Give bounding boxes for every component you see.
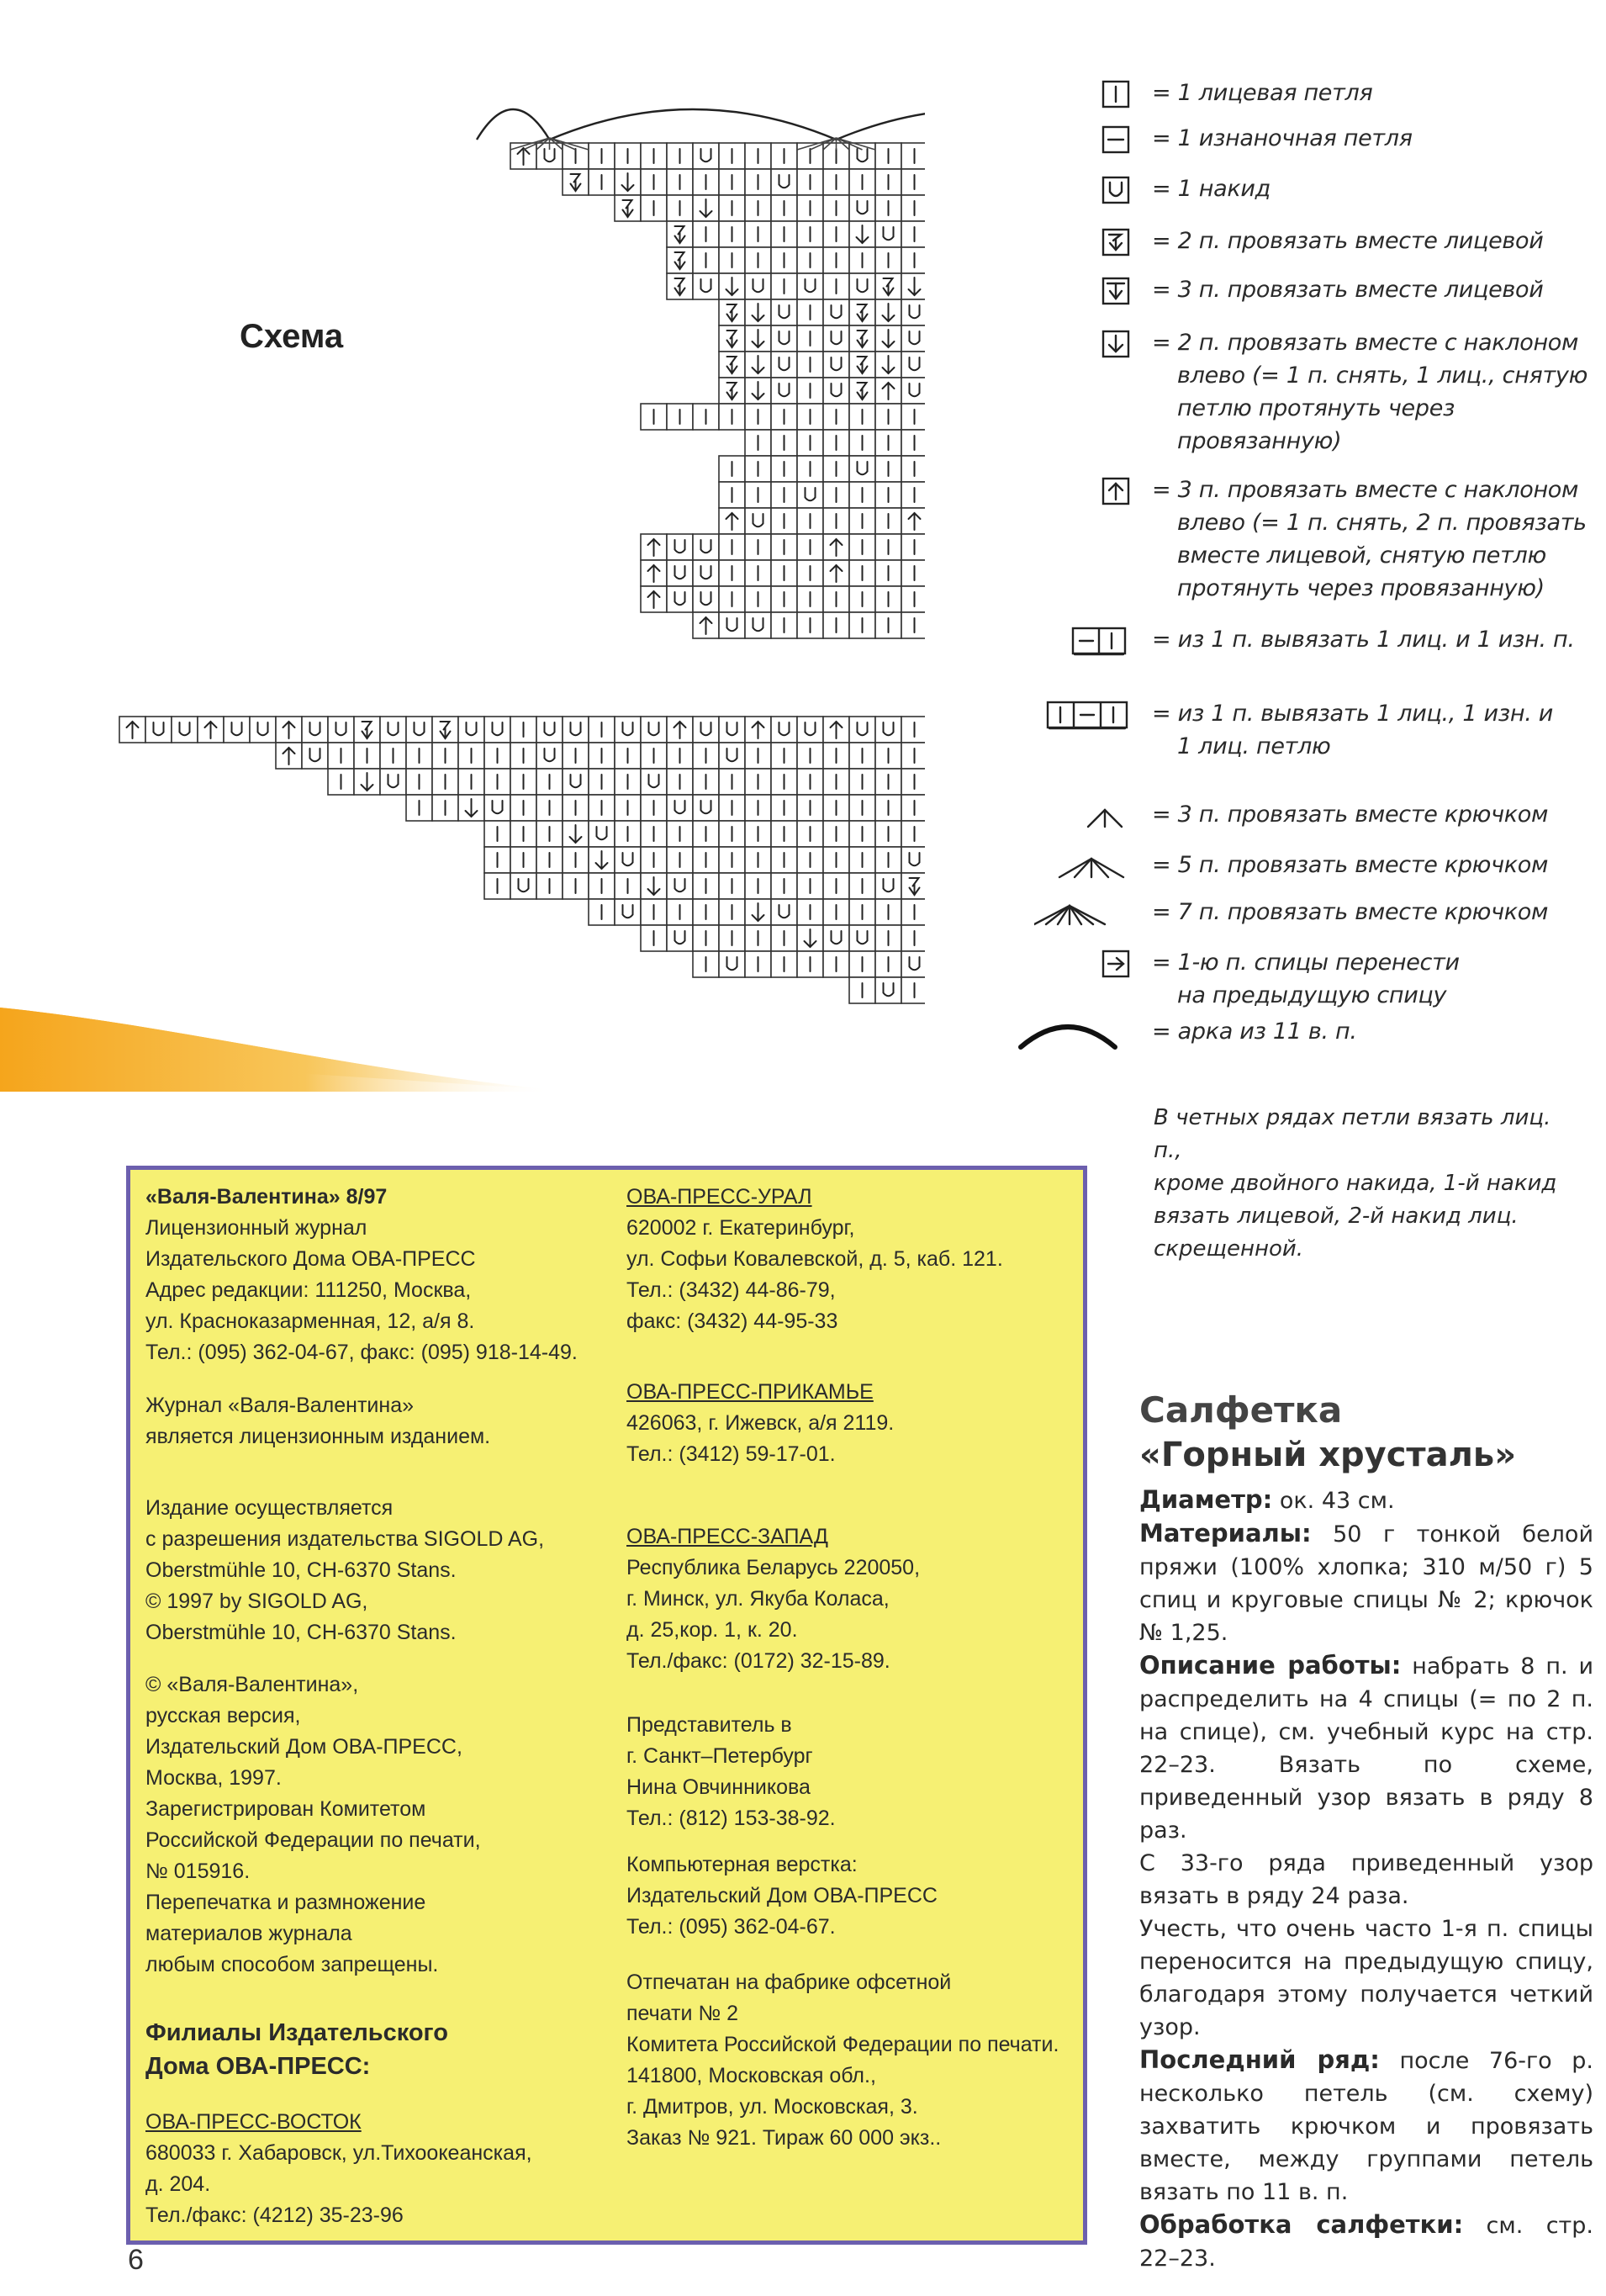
article-subtitle: «Горный хрусталь»	[1139, 1436, 1517, 1474]
imprint-line: д. 25,кор. 1, к. 20.	[626, 1618, 798, 1642]
chart-cell	[693, 560, 719, 586]
kp-symbol-icon	[1071, 627, 1127, 660]
chart-cell	[901, 404, 925, 430]
chart-cell	[901, 977, 925, 1003]
imprint-line: Тел.: (3412) 59-17-01.	[626, 1442, 836, 1466]
chart-cell	[536, 717, 563, 743]
chart-cell	[901, 899, 925, 925]
chart-cell	[719, 612, 745, 638]
paragraph-text: см. стр. 22–23.	[1139, 2213, 1593, 2272]
chart-cell	[484, 717, 510, 743]
imprint-line: © «Валя-Валентина»,	[145, 1673, 359, 1696]
chart-cell	[901, 325, 925, 352]
legend-text: = 1 накид	[1152, 176, 1271, 202]
chart-cell	[901, 821, 925, 847]
chart-cell	[145, 717, 172, 743]
imprint-line: Журнал «Валя-Валентина»	[145, 1394, 415, 1417]
imprint-line: факс: (3432) 44-95-33	[626, 1309, 838, 1333]
imprint-line: ул. Красноказарменная, 12, а/я 8.	[145, 1309, 475, 1333]
chart-row-21	[484, 847, 925, 875]
chart-cell	[224, 717, 250, 743]
chart-cell	[901, 743, 925, 769]
article-paragraph	[1139, 1649, 1593, 1847]
imprint-line: Дома ОВА-ПРЕСС:	[145, 2053, 371, 2080]
imprint-line: Нина Овчинникова	[626, 1775, 811, 1799]
paragraph-label: Описание работы:	[1139, 1651, 1402, 1680]
chart-cell	[667, 795, 693, 821]
article-paragraph	[1139, 1517, 1593, 1649]
chart-cell	[901, 299, 925, 325]
legend-text: = 3 п. провязать вместе лицевой	[1152, 277, 1544, 303]
chart-cell	[771, 299, 797, 325]
even-rows-note	[1154, 1102, 1574, 1266]
imprint-line: Комитета Российской Федерации по печати.	[626, 2033, 1059, 2056]
imprint-line: Адрес редакции: 111250, Москва,	[145, 1278, 472, 1302]
chain-arch	[550, 109, 837, 140]
chart-cell	[823, 325, 849, 352]
imprint-box	[126, 1166, 1087, 2245]
cr3-symbol-icon	[1083, 801, 1125, 835]
note-line: кроме двойного накида, 1-й накид	[1154, 1171, 1557, 1196]
imprint-line: Издательский Дом ОВА-ПРЕСС	[626, 1884, 938, 1907]
imprint-line: 620002 г. Екатеринбург,	[626, 1216, 855, 1240]
paragraph-text: Учесть, что очень часто 1-я п. спицы переносится на предыдущую спицу, благодаря этому получается четкий узор.	[1139, 1916, 1593, 2040]
imprint-line: Тел.: (812) 153-38-92.	[626, 1807, 836, 1830]
ssk-symbol-icon	[1101, 330, 1132, 363]
chart-row-61	[719, 325, 925, 353]
chart-cell	[615, 847, 641, 873]
imprint-line: Издательский Дом ОВА-ПРЕСС,	[145, 1735, 462, 1759]
paragraph-label: Материалы:	[1139, 1519, 1312, 1547]
chart-row-31	[119, 717, 925, 744]
imprint-line: Заказ № 921. Тираж 60 000 экз..	[626, 2126, 942, 2150]
chart-cell	[901, 221, 925, 247]
chart-cell	[667, 534, 693, 560]
chart-cell	[823, 378, 849, 404]
chart-cell	[745, 273, 771, 299]
imprint-line: г. Дмитров, ул. Московская, 3.	[626, 2095, 918, 2119]
imprint-line: г. Минск, ул. Якуба Коласа,	[626, 1587, 890, 1611]
chart-row-63	[719, 299, 925, 327]
chart-cell	[901, 847, 925, 873]
chart-cell	[797, 717, 823, 743]
note-line: вязать лицевой, 2-й накид лиц.	[1154, 1204, 1519, 1229]
chart-row-67	[667, 247, 925, 275]
paragraph-label: Последний ряд:	[1139, 2045, 1380, 2074]
imprint-block	[626, 1377, 894, 1470]
imprint-line: Республика Беларусь 220050,	[626, 1556, 921, 1579]
paragraph-label: Диаметр:	[1139, 1485, 1273, 1514]
chart-cell	[719, 743, 745, 769]
chart-cell	[510, 873, 536, 899]
chart-cell	[615, 899, 641, 925]
chart-cell	[901, 247, 925, 273]
branch-name: ОВА-ПРЕСС-ЗАПАД	[626, 1525, 828, 1548]
imprint-line: Перепечатка и размножение	[145, 1891, 426, 1914]
chart-cell	[901, 508, 925, 534]
imprint-block	[145, 1182, 578, 1368]
chart-cell	[693, 273, 719, 299]
imprint-line: печати № 2	[626, 2002, 739, 2025]
imprint-block	[626, 1521, 920, 1677]
chart-row-17	[589, 899, 925, 927]
imprint-line: Зарегистрирован Комитетом	[145, 1797, 426, 1821]
chart-cell	[849, 195, 875, 221]
imprint-line: Российской Федерации по печати,	[145, 1828, 481, 1852]
chart-cell	[771, 378, 797, 404]
purl-symbol-icon	[1101, 125, 1132, 159]
cr5-symbol-icon	[1058, 852, 1125, 886]
paragraph-text: С 33-го ряда приведенный узор вязать в ряду 24 раза.	[1139, 1850, 1593, 1909]
imprint-block	[626, 1967, 1059, 2154]
chart-cell	[901, 143, 925, 169]
imprint-block	[145, 1390, 490, 1452]
chart-cell	[771, 169, 797, 195]
chart-row-57	[719, 378, 925, 405]
chart-row-43	[641, 560, 925, 588]
imprint-line: Филиалы Издательского	[145, 2019, 448, 2046]
imprint-line: Oberstmühle 10, CH-6370 Stans.	[145, 1558, 457, 1582]
knitting-chart	[84, 67, 925, 1152]
chart-cell	[172, 717, 198, 743]
chart-cell	[771, 717, 797, 743]
page-number: 6	[128, 2244, 144, 2276]
imprint-line: русская версия,	[145, 1704, 301, 1727]
legend-text: = 1-ю п. спицы перенести на предыдущую спицу	[1152, 950, 1460, 1008]
chart-row-23	[484, 821, 925, 849]
branch-name: ОВА-ПРЕСС-УРАЛ	[626, 1185, 812, 1209]
chart-cell	[901, 717, 925, 743]
imprint-line: Москва, 1997.	[145, 1766, 282, 1790]
imprint-block	[145, 1493, 544, 1648]
chart-cell	[380, 717, 406, 743]
kpk-symbol-icon	[1046, 701, 1128, 734]
imprint-line: © 1997 by SIGOLD AG,	[145, 1590, 368, 1613]
chart-cell	[458, 717, 484, 743]
chart-cell	[901, 273, 925, 299]
chart-cell	[849, 925, 875, 951]
chart-row-25	[406, 795, 925, 823]
paragraph-label: Обработка салфетки:	[1139, 2210, 1464, 2239]
imprint-block	[145, 1669, 481, 1981]
sk2p-symbol-icon	[1101, 477, 1132, 511]
chart-cell	[563, 717, 589, 743]
imprint-block	[626, 1710, 836, 1834]
chart-cell	[875, 717, 901, 743]
article-body	[1139, 1484, 1593, 2275]
imprint-line: Тел./факс: (0172) 32-15-89.	[626, 1649, 890, 1673]
imprint-line: «Валя-Валентина» 8/97	[145, 1185, 388, 1209]
chart-cell	[693, 534, 719, 560]
chart-row-75	[510, 143, 925, 171]
chart-cell	[875, 221, 901, 247]
chart-row-51	[719, 456, 925, 484]
chart-cell	[406, 717, 432, 743]
chart-cell	[823, 299, 849, 325]
legend-text: = 3 п. провязать вместе с наклоном влево (= 1 п. снять, 2 п. провязать вместе лицевой, снятую петлю протянуть через провязанную)	[1152, 477, 1587, 601]
orange-swoosh-decoration	[0, 991, 555, 1092]
imprint-line: 426063, г. Ижевск, а/я 2119.	[626, 1411, 895, 1435]
chart-cell	[901, 378, 925, 404]
chart-cell	[823, 352, 849, 378]
chart-cell	[875, 977, 901, 1003]
chart-row-73	[563, 169, 925, 197]
imprint-block	[626, 1849, 938, 1943]
imprint-line: является лицензионным изданием.	[145, 1425, 491, 1448]
chart-cell	[901, 352, 925, 378]
imprint-line: Издание осуществляется	[145, 1496, 394, 1520]
cr7-symbol-icon	[1034, 899, 1107, 933]
chart-cell	[589, 821, 615, 847]
paragraph-text: ок. 43 см.	[1272, 1488, 1395, 1514]
imprint-block	[145, 2016, 448, 2083]
imprint-line: Oberstmühle 10, CH-6370 Stans.	[145, 1621, 457, 1644]
chart-cell	[380, 769, 406, 795]
imprint-line: с разрешения издательства SIGOLD AG,	[145, 1527, 545, 1551]
article-paragraph	[1139, 1847, 1593, 1912]
imprint-line: Тел.: (095) 362-04-67.	[626, 1915, 836, 1939]
chart-cell	[771, 325, 797, 352]
chart-cell	[901, 951, 925, 977]
imprint-line: 141800, Московская обл.,	[626, 2064, 876, 2087]
legend-text: = 1 изнаночная петля	[1152, 125, 1413, 151]
chart-row-19	[484, 873, 925, 901]
imprint-line: Представитель в	[626, 1713, 792, 1737]
chart-cell	[615, 717, 641, 743]
chart-cell	[302, 717, 328, 743]
chart-row-41	[641, 586, 925, 614]
imprint-line: 680033 г. Хабаровск, ул.Тихоокеанская,	[145, 2141, 532, 2165]
chart-row-49	[719, 482, 925, 510]
branch-name: ОВА-ПРЕСС-ВОСТОК	[145, 2110, 362, 2134]
imprint-line: Тел./факс: (4212) 35-23-96	[145, 2203, 404, 2227]
chart-cell	[901, 925, 925, 951]
chart-row-65	[667, 273, 925, 301]
scheme-title: Схема	[240, 318, 344, 355]
article	[1139, 1388, 1593, 2275]
imprint-line: Компьютерная верстка:	[626, 1853, 858, 1876]
chart-row-39	[693, 612, 925, 640]
chart-cell	[901, 456, 925, 482]
chart-cell	[719, 717, 745, 743]
chart-cell	[901, 612, 925, 638]
imprint-block	[145, 2107, 532, 2231]
imprint-line: Издательского Дома ОВА-ПРЕСС	[145, 1247, 476, 1271]
imprint-line: материалов журнала	[145, 1922, 352, 1945]
imprint-block	[626, 1182, 1003, 1337]
chart-row-69	[667, 221, 925, 249]
chart-cell	[693, 143, 719, 169]
chart-cell	[667, 925, 693, 951]
chart-cell	[901, 195, 925, 221]
chart-cell	[563, 769, 589, 795]
chart-cell	[719, 951, 745, 977]
chart-cell	[823, 925, 849, 951]
chart-row-53	[745, 430, 925, 458]
knit-symbol-icon	[1101, 80, 1132, 114]
imprint-line: д. 204.	[145, 2172, 211, 2196]
chart-cell	[771, 352, 797, 378]
chain-arch	[477, 109, 550, 140]
legend-text: = 3 п. провязать вместе крючком	[1152, 801, 1549, 828]
k3tog-symbol-icon	[1101, 277, 1132, 310]
chart-cell	[484, 795, 510, 821]
chart-cell	[667, 586, 693, 612]
article-paragraph	[1139, 2044, 1593, 2209]
paragraph-text: набрать 8 п. и распределить на 4 спицы (= по 2 п. на спице), см. учебный курс на стр. 22–23. Вязать по схеме, приведенный узор вязать в ряду 8 раз.	[1139, 1653, 1593, 1844]
chart-row-15	[641, 925, 925, 953]
chart-row-71	[615, 195, 925, 223]
chart-row-45	[641, 534, 925, 562]
chart-row-11	[849, 977, 925, 1005]
chart-cell	[667, 873, 693, 899]
chart-cell	[536, 743, 563, 769]
legend-text: = 2 п. провязать вместе с наклоном влево (= 1 п. снять, 1 лиц., снятую петлю протянуть через провязанную)	[1152, 330, 1588, 454]
chart-cell	[250, 717, 276, 743]
chart-cell	[901, 169, 925, 195]
imprint-line: № 015916.	[145, 1860, 251, 1883]
imprint-line: г. Санкт–Петербург	[626, 1744, 813, 1768]
legend-text: = из 1 п. вывязать 1 лиц. и 1 изн. п.	[1152, 627, 1575, 653]
paragraph-text: 50 г тонкой белой пряжи (100% хлопка; 310 м/50 г) 5 спиц и круговые спицы № 2; крючок № 1,25.	[1139, 1521, 1593, 1646]
chart-cell	[901, 482, 925, 508]
article-paragraph	[1139, 1912, 1593, 2044]
chart-cell	[771, 899, 797, 925]
imprint-line: Тел.: (3432) 44-86-79,	[626, 1278, 836, 1302]
chart-cell	[797, 273, 823, 299]
chart-cell	[849, 273, 875, 299]
chart-cell	[302, 743, 328, 769]
chart-cell	[901, 795, 925, 821]
chart-cell	[667, 560, 693, 586]
chart-cell	[849, 456, 875, 482]
chart-cell	[797, 482, 823, 508]
article-paragraph	[1139, 2209, 1593, 2275]
k2tog-symbol-icon	[1101, 228, 1132, 262]
imprint-line: любым способом запрещены.	[145, 1953, 439, 1976]
note-line: скрещенной.	[1154, 1236, 1304, 1262]
chart-row-47	[719, 508, 925, 536]
legend-text: = 5 п. провязать вместе крючком	[1152, 852, 1549, 878]
imprint-line: Лицензионный журнал	[145, 1216, 367, 1240]
paragraph-text: после 76-го р. несколько петель (см. схему) захватить крючком и провязать вместе, между группами петель вязать по 11 в. п.	[1139, 2048, 1593, 2205]
move-symbol-icon	[1101, 950, 1132, 983]
chart-cell	[901, 560, 925, 586]
chart-cell	[693, 795, 719, 821]
legend-text: = 2 п. провязать вместе лицевой	[1152, 228, 1544, 254]
article-title: Салфетка	[1139, 1389, 1343, 1431]
chart-cell	[901, 430, 925, 456]
chart-cell	[901, 586, 925, 612]
chart-cell	[745, 508, 771, 534]
chart-cell	[328, 717, 354, 743]
chain-arch	[837, 109, 926, 140]
chart-cell	[849, 717, 875, 743]
imprint-line: Отпечатан на фабрике офсетной	[626, 1971, 952, 1994]
note-line: В четных рядах петли вязать лиц. п.,	[1154, 1105, 1551, 1163]
chart-row-55	[641, 404, 925, 431]
legend-text: = из 1 п. вывязать 1 лиц., 1 изн. и 1 лиц. петлю	[1152, 701, 1554, 759]
chart-cell	[901, 534, 925, 560]
imprint-line: ул. Софьи Ковалевской, д. 5, каб. 121.	[626, 1247, 1003, 1271]
chart-cell	[641, 717, 667, 743]
chart-cell	[875, 873, 901, 899]
legend-text: = 1 лицевая петля	[1152, 80, 1373, 106]
legend-text: = арка из 11 в. п.	[1152, 1018, 1357, 1045]
arch-symbol-icon	[1017, 1018, 1118, 1052]
chart-cell	[745, 612, 771, 638]
yo-symbol-icon	[1101, 176, 1132, 209]
branch-name: ОВА-ПРЕСС-ПРИКАМЬЕ	[626, 1380, 874, 1404]
legend-text: = 7 п. провязать вместе крючком	[1152, 899, 1549, 925]
chart-row-29	[276, 743, 925, 770]
chart-row-59	[719, 352, 925, 379]
chart-cell	[901, 769, 925, 795]
chart-cell	[849, 143, 875, 169]
chart-row-27	[328, 769, 925, 796]
chart-cell	[693, 586, 719, 612]
imprint-line: Тел.: (095) 362-04-67, факс: (095) 918-14-49.	[145, 1341, 578, 1364]
chart-row-13	[693, 951, 925, 979]
article-paragraph	[1139, 1484, 1593, 1517]
chart-cell	[693, 717, 719, 743]
chart-cell	[641, 769, 667, 795]
